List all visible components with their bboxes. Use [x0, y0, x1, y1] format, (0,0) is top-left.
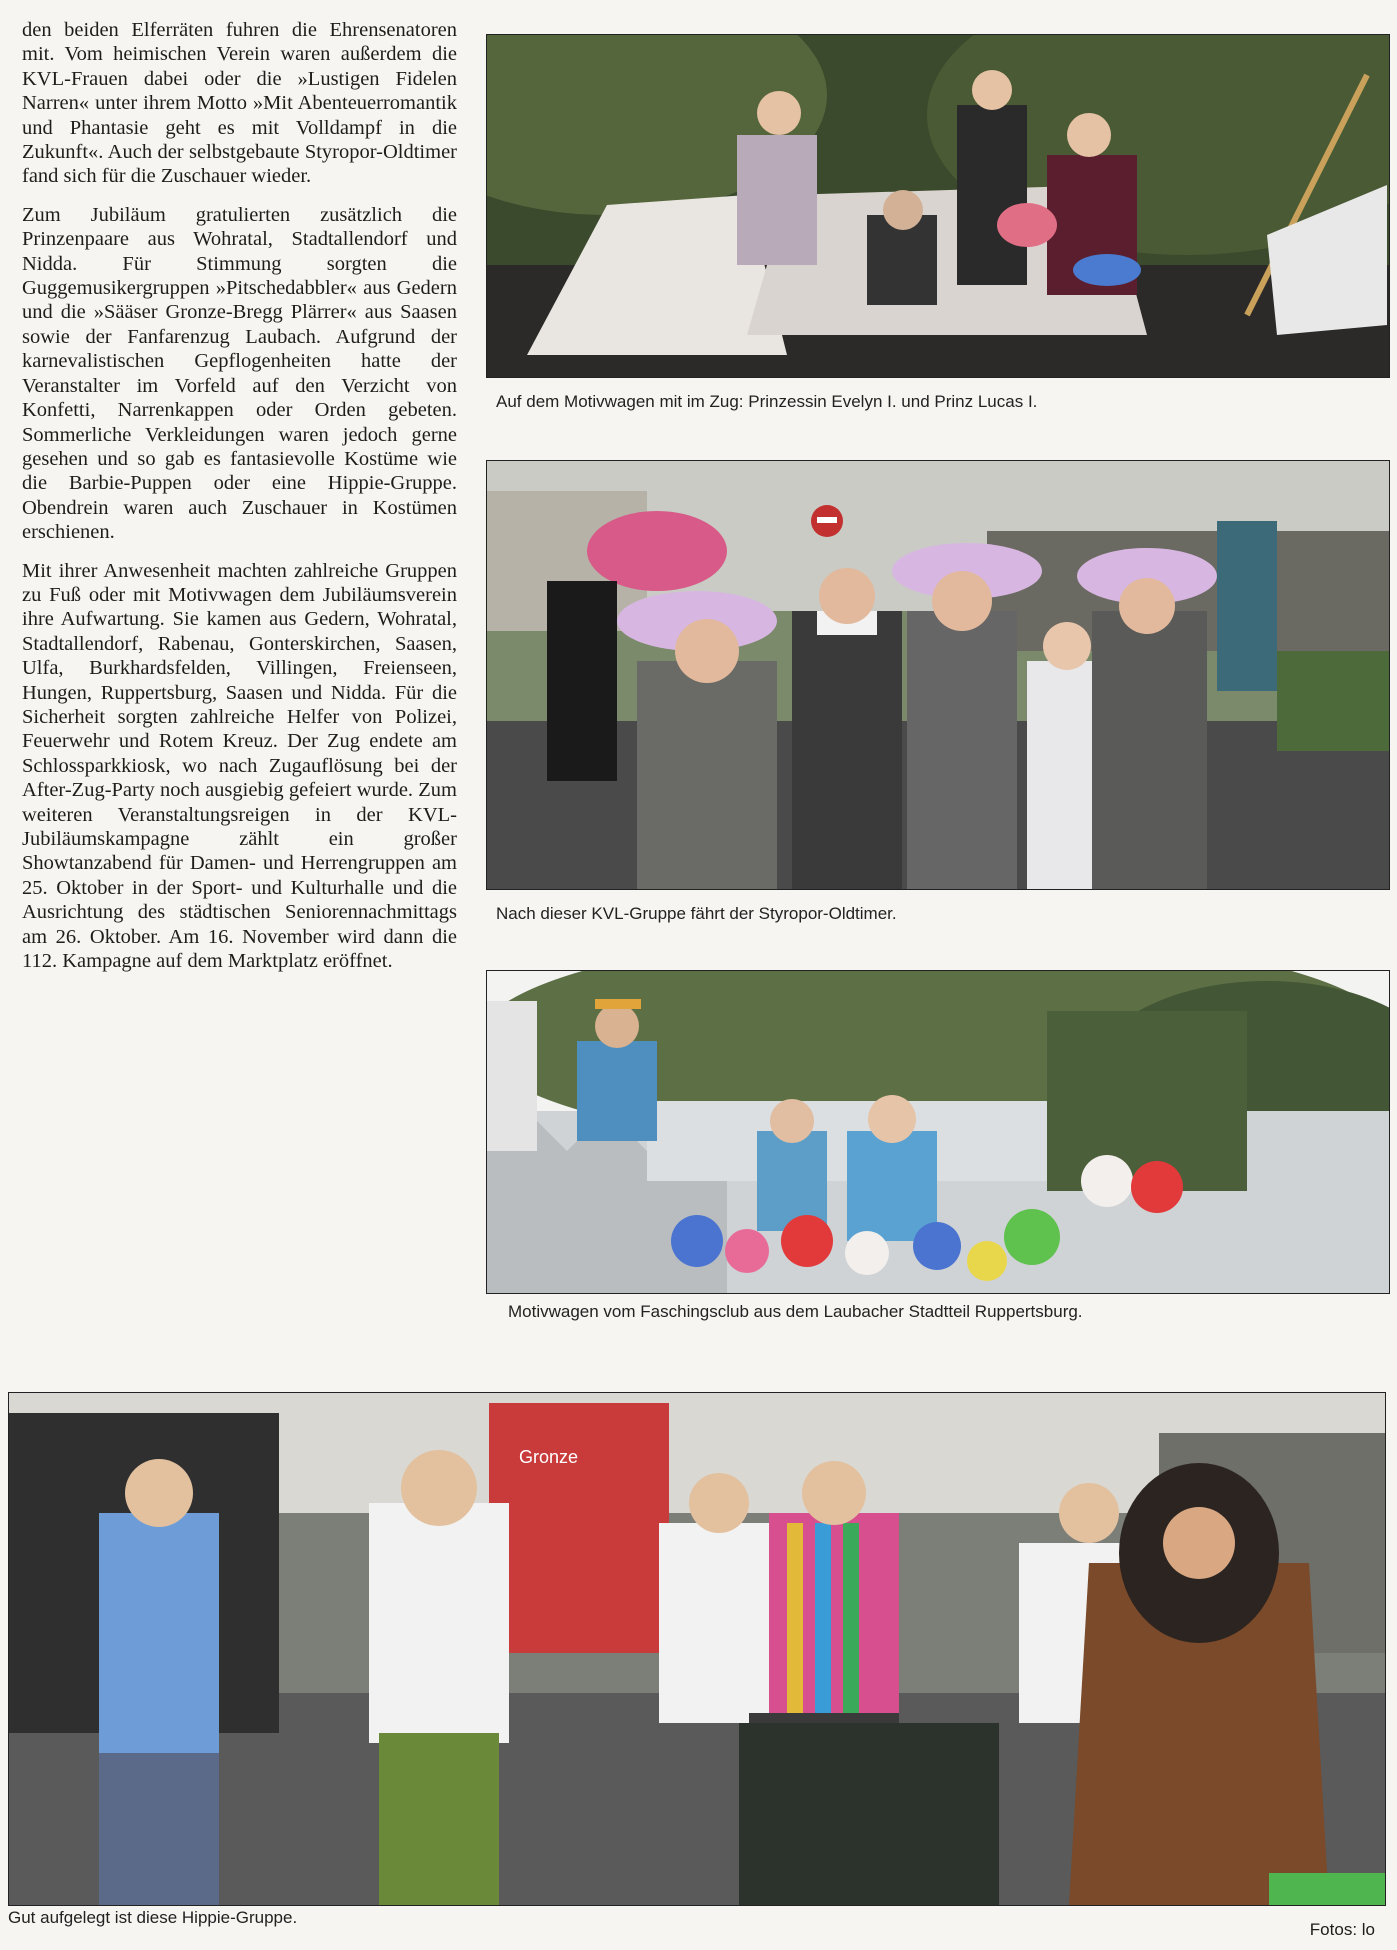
photo-caption-1: Auf dem Motivwagen mit im Zug: Prinzessin Evelyn I. und Prinz Lucas I.	[496, 392, 1038, 411]
photo-motivwagen-prinzenpaar	[486, 34, 1390, 378]
photo-kvl-gruppe	[486, 460, 1390, 890]
article-paragraph-3: Mit ihrer Anwesenheit machten zahlreiche Gruppen zu Fuß oder mit Motivwagen dem Jubiläumsverein ihre Aufwartung. Sie kamen aus Gedern, Wohratal, Stadtallendorf, Rabenau, Gonterskirchen, Saasen, Ulfa, Burkhardsfelden, Villingen, Freienseen, Hungen, Ruppertsburg, Saasen und Nidda. Für die Sicherheit sorgten zahlreiche Helfer von Polizei, Feuerwehr und Rotem Kreuz. Der Zug endete am Schlossparkkiosk, wo nach Zugauflösung bei der After-Zug-Party noch ausgiebig gefeiert wurde. Zum weiteren Veranstaltungsreigen in der KVL-Jubiläumskampagne zählt ein großer Showtanzabend für Damen- und Herrengruppen am 25. Oktober in der Sport- und Kulturhalle und die Ausrichtung des städtischen Seniorennachmittags am 26. Oktober. Am 16. November wird dann die 112. Kampagne auf dem Marktplatz eröffnet.	[22, 559, 457, 973]
banner-text: Gronze	[519, 1447, 579, 1467]
photo-caption-4: Gut aufgelegt ist diese Hippie-Gruppe.	[8, 1908, 298, 1927]
photo-motivwagen-ruppertsburg	[486, 970, 1390, 1294]
article-paragraph-2: Zum Jubiläum gratulierten zusätzlich die Prinzenpaare aus Wohratal, Stadtallendorf und Nidda. Für Stimmung sorgten die Guggemusikergruppen »Pitschedabbler« aus Gedern und die »Sääser Gronze-Bregg Plärrer« aus Saasen sowie der Fanfarenzug Laubach. Aufgrund der karnevalistischen Gepflogenheiten hatte der Veranstalter im Vorfeld auf den Verzicht von Konfetti, Narrenkappen oder Orden gebeten. Sommerliche Verkleidungen waren jedoch gerne gesehen und so gab es fantasievolle Kostüme wie die Barbie-Puppen oder eine Hippie-Gruppe. Obendrein waren auch Zuschauer in Kostümen erschienen.	[22, 203, 457, 544]
photo-caption-3: Motivwagen vom Faschingsclub aus dem Laubacher Stadtteil Ruppertsburg.	[508, 1302, 1083, 1321]
photo-caption-2: Nach dieser KVL-Gruppe fährt der Styropor-Oldtimer.	[496, 904, 897, 923]
photo-credit: Fotos: lo	[1309, 1920, 1375, 1939]
article-paragraph-1: den beiden Elferräten fuhren die Ehrensenatoren mit. Vom heimischen Verein waren außerdem die KVL-Frauen dabei oder die »Lustigen Fidelen Narren« unter ihrem Motto »Mit Abenteuerromantik und Phantasie geht es mit Volldampf in die Zukunft«. Auch der selbstgebaute Styropor-Oldtimer fand sich für die Zuschauer wieder.	[22, 19, 457, 188]
article-text-column	[22, 18, 457, 987]
photo-hippie-gruppe	[8, 1392, 1386, 1906]
